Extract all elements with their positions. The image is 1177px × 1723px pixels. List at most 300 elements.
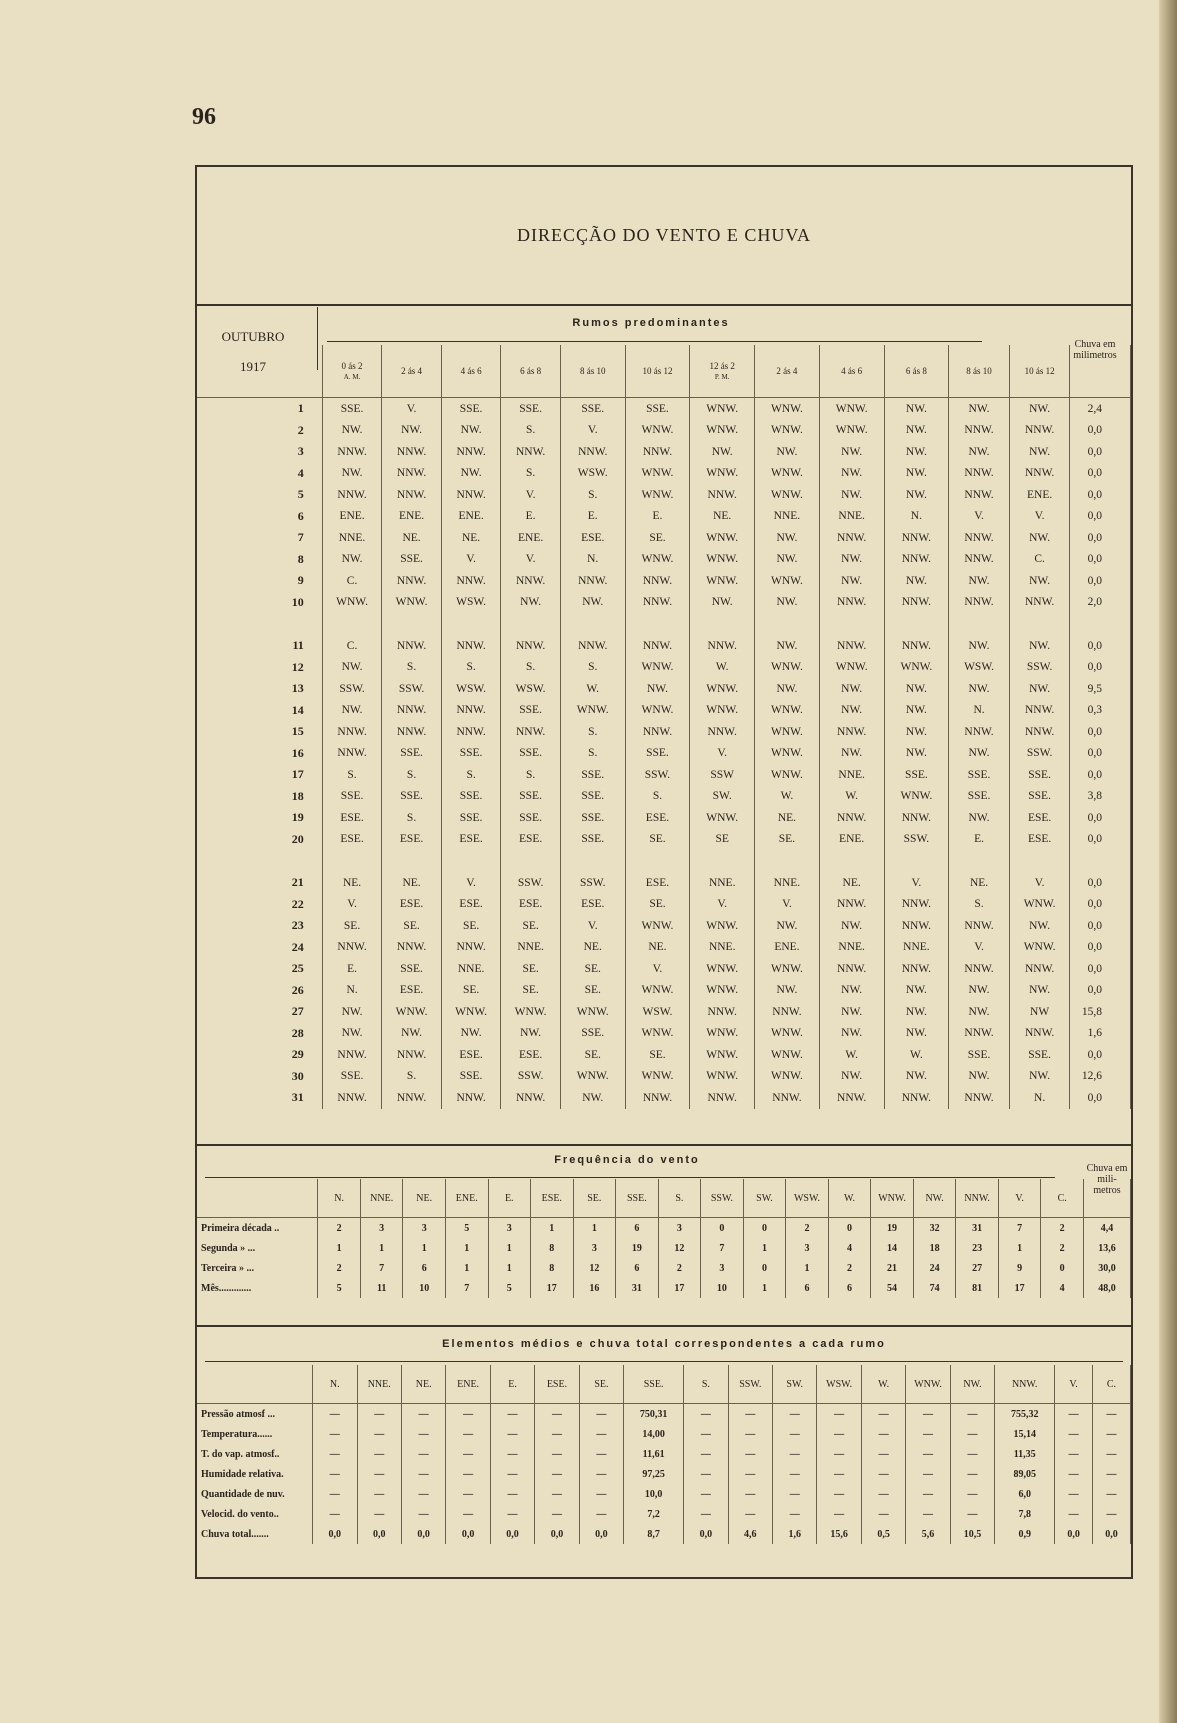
wind-direction-cell: ESE.: [625, 807, 690, 829]
elem-value: —: [728, 1504, 772, 1524]
wind-direction-cell: E.: [560, 506, 625, 528]
freq-value: 1: [403, 1238, 446, 1258]
wind-direction-cell: NNW.: [382, 570, 442, 592]
time-header: [755, 345, 820, 398]
freq-value: 1: [573, 1218, 616, 1239]
wind-direction-cell: WNW.: [755, 1066, 820, 1088]
table-row: [197, 1444, 1131, 1464]
elem-value: —: [861, 1444, 905, 1464]
elem-value: —: [906, 1444, 950, 1464]
gap-cell: [382, 613, 442, 635]
day-number: 27: [197, 1001, 322, 1023]
elem-value: —: [579, 1484, 623, 1504]
freq-value: 19: [616, 1238, 659, 1258]
elem-value: —: [817, 1424, 861, 1444]
time-header: [625, 345, 690, 398]
freq-direction-header: N.: [318, 1179, 361, 1218]
table-row: [197, 635, 1131, 657]
wind-direction-cell: NW.: [819, 700, 884, 722]
wind-direction-cell: WNW.: [690, 549, 755, 571]
wind-direction-cell: N.: [322, 980, 382, 1002]
wind-direction-cell: NW.: [755, 549, 820, 571]
elem-value: —: [446, 1484, 490, 1504]
day-number: 10: [197, 592, 322, 614]
freq-rain-header: [1083, 1179, 1130, 1218]
month-label: OUTUBRO: [221, 329, 285, 344]
wind-direction-cell: NNW.: [884, 894, 949, 916]
wind-direction-cell: SSE.: [560, 1023, 625, 1045]
elem-value: —: [817, 1444, 861, 1464]
wind-direction-cell: S.: [949, 894, 1010, 916]
elem-value: 1,6: [773, 1524, 817, 1544]
wind-direction-cell: WNW.: [755, 420, 820, 442]
table-row: [197, 937, 1131, 959]
elem-row-label: Quantidade de nuv.: [197, 1484, 313, 1504]
wind-direction-cell: NW.: [819, 549, 884, 571]
wind-direction-cell: WNW.: [382, 1001, 442, 1023]
freq-direction-header: S.: [658, 1179, 701, 1218]
wind-direction-cell: WNW.: [819, 398, 884, 420]
elem-value: —: [401, 1484, 445, 1504]
elem-value: 10,5: [950, 1524, 994, 1544]
table-row: [197, 1023, 1131, 1045]
wind-direction-cell: NE.: [949, 872, 1010, 894]
freq-value: 19: [871, 1218, 914, 1239]
wind-direction-cell: SSE.: [1009, 764, 1070, 786]
elements-heading: Elementos médios e chuva total correspondentes a cada rumo: [442, 1338, 886, 1350]
time-header: [560, 345, 625, 398]
wind-direction-cell: S.: [560, 484, 625, 506]
freq-value: 1: [318, 1238, 361, 1258]
freq-value: 1: [786, 1258, 829, 1278]
chuva-column-header: [1070, 345, 1131, 398]
wind-direction-cell: NW.: [819, 441, 884, 463]
elem-value: —: [773, 1404, 817, 1425]
freq-value: 3: [786, 1238, 829, 1258]
freq-value: 8: [531, 1258, 574, 1278]
wind-direction-cell: NW.: [755, 635, 820, 657]
wind-direction-cell: NNW.: [819, 958, 884, 980]
wind-direction-cell: SE.: [625, 527, 690, 549]
rain-value: 0,0: [1070, 764, 1131, 786]
time-header: [819, 345, 884, 398]
wind-direction-cell: SSE.: [1009, 786, 1070, 808]
wind-direction-cell: NNE.: [755, 872, 820, 894]
wind-direction-cell: NNW.: [690, 721, 755, 743]
table-row: [197, 1218, 1131, 1239]
page-title: DIRECÇÃO DO VENTO E CHUVA: [516, 225, 811, 245]
wind-direction-cell: E.: [625, 506, 690, 528]
wind-direction-cell: NNW.: [560, 570, 625, 592]
wind-direction-cell: SSE.: [382, 786, 442, 808]
gap-cell: [197, 613, 322, 635]
wind-direction-cell: V.: [690, 894, 755, 916]
day-number: 21: [197, 872, 322, 894]
wind-direction-cell: NNW.: [382, 441, 442, 463]
wind-direction-cell: SSE.: [441, 743, 501, 765]
wind-direction-cell: NE.: [441, 527, 501, 549]
rain-value: 0,0: [1070, 570, 1131, 592]
freq-value: 10: [403, 1278, 446, 1298]
elem-value: —: [490, 1504, 534, 1524]
wind-direction-cell: NNW.: [441, 635, 501, 657]
wind-direction-cell: WNW.: [690, 700, 755, 722]
elem-value: —: [684, 1464, 728, 1484]
wind-direction-cell: NW.: [949, 980, 1010, 1002]
wind-direction-cell: ESE.: [322, 807, 382, 829]
wind-direction-cell: WNW.: [755, 657, 820, 679]
wind-direction-cell: SE.: [382, 915, 442, 937]
wind-direction-cell: NNW.: [949, 1023, 1010, 1045]
elem-value: —: [1092, 1464, 1130, 1484]
elem-value: —: [773, 1444, 817, 1464]
pm-label: P. M.: [714, 373, 730, 381]
freq-value: 81: [956, 1278, 999, 1298]
wind-direction-cell: SE.: [625, 829, 690, 851]
wind-direction-cell: NW.: [560, 592, 625, 614]
wind-direction-cell: SSE.: [322, 1066, 382, 1088]
wind-direction-cell: SSE.: [441, 398, 501, 420]
elem-value: —: [313, 1444, 357, 1464]
wind-direction-cell: NW.: [949, 1066, 1010, 1088]
elem-value: —: [1092, 1444, 1130, 1464]
elem-value: 0,0: [535, 1524, 579, 1544]
wind-direction-cell: V.: [560, 420, 625, 442]
wind-direction-cell: NNW.: [501, 570, 561, 592]
elem-direction-header: WNW.: [906, 1365, 950, 1404]
wind-direction-cell: NW.: [819, 1001, 884, 1023]
freq-value: 4: [1041, 1278, 1084, 1298]
wind-direction-cell: WNW.: [690, 527, 755, 549]
wind-direction-cell: S.: [501, 657, 561, 679]
elem-value: 0,0: [1092, 1524, 1130, 1544]
freq-value: 2: [1041, 1218, 1084, 1239]
wind-direction-cell: NNW.: [949, 592, 1010, 614]
wind-direction-cell: SE.: [322, 915, 382, 937]
rain-value: 0,0: [1070, 894, 1131, 916]
wind-direction-cell: ENE.: [819, 829, 884, 851]
elem-value: —: [906, 1404, 950, 1425]
rain-value: 0,0: [1070, 549, 1131, 571]
wind-direction-cell: NNW.: [1009, 700, 1070, 722]
table-row: [197, 1001, 1131, 1023]
wind-direction-cell: NW.: [884, 980, 949, 1002]
freq-heading: Frequência do vento: [554, 1154, 700, 1166]
freq-direction-header: ESE.: [531, 1179, 574, 1218]
elem-value: —: [906, 1504, 950, 1524]
wind-direction-cell: SSE.: [884, 764, 949, 786]
wind-direction-cell: WSW.: [441, 592, 501, 614]
table-row: [197, 570, 1131, 592]
elem-value: 4,6: [728, 1524, 772, 1544]
freq-value: 11: [360, 1278, 403, 1298]
wind-direction-cell: NNW.: [382, 635, 442, 657]
wind-direction-cell: WNW.: [1009, 937, 1070, 959]
wind-direction-cell: WNW.: [819, 657, 884, 679]
freq-value: 1: [743, 1238, 786, 1258]
wind-direction-cell: SSW.: [884, 829, 949, 851]
elem-value: —: [401, 1404, 445, 1425]
wind-direction-cell: SE.: [625, 1044, 690, 1066]
wind-direction-cell: WNW.: [690, 570, 755, 592]
wind-direction-cell: ESE.: [501, 1044, 561, 1066]
wind-direction-cell: NNW.: [690, 484, 755, 506]
wind-direction-cell: NW.: [819, 1066, 884, 1088]
wind-direction-cell: W.: [884, 1044, 949, 1066]
table-row: [197, 743, 1131, 765]
wind-direction-cell: NW.: [884, 484, 949, 506]
wind-direction-cell: NNW.: [884, 527, 949, 549]
freq-header-row: [197, 1179, 1131, 1218]
elem-value: —: [728, 1444, 772, 1464]
wind-direction-cell: E.: [949, 829, 1010, 851]
wind-direction-cell: SSE.: [1009, 1044, 1070, 1066]
wind-direction-cell: NW.: [1009, 441, 1070, 463]
wind-direction-cell: SE.: [560, 958, 625, 980]
gap-cell: [382, 850, 442, 872]
wind-direction-cell: NW.: [625, 678, 690, 700]
wind-direction-cell: NNW.: [625, 441, 690, 463]
freq-value: 9: [998, 1258, 1041, 1278]
table-row: [197, 829, 1131, 851]
wind-direction-cell: WNW.: [625, 549, 690, 571]
elem-value: —: [684, 1484, 728, 1504]
freq-value: 2: [318, 1218, 361, 1239]
freq-value: 0: [701, 1218, 744, 1239]
table-row: [197, 980, 1131, 1002]
wind-direction-cell: SSW.: [625, 764, 690, 786]
wind-direction-cell: NNW.: [819, 894, 884, 916]
elem-direction-header: N.: [313, 1365, 357, 1404]
wind-direction-cell: NNW.: [884, 549, 949, 571]
wind-direction-cell: NNW.: [1009, 721, 1070, 743]
wind-direction-cell: WNW.: [690, 807, 755, 829]
table-row: [197, 592, 1131, 614]
freq-value: 7: [445, 1278, 488, 1298]
day-number: 11: [197, 635, 322, 657]
gap-cell: [1070, 850, 1131, 872]
elem-direction-header: V.: [1055, 1365, 1093, 1404]
table-row: [197, 1424, 1131, 1444]
gap-cell: [1070, 613, 1131, 635]
table-row: [197, 721, 1131, 743]
wind-direction-cell: SE: [690, 829, 755, 851]
year-label: 1917: [240, 359, 266, 374]
gap-cell: [1009, 850, 1070, 872]
elem-value: —: [1055, 1464, 1093, 1484]
day-number: 15: [197, 721, 322, 743]
gap-cell: [441, 613, 501, 635]
wind-direction-cell: NW.: [690, 441, 755, 463]
wind-direction-cell: ESE.: [560, 527, 625, 549]
time-header-label: 8 ás 10: [579, 366, 606, 376]
wind-direction-cell: NNW.: [949, 484, 1010, 506]
elem-value: —: [684, 1444, 728, 1464]
rain-value: 9,5: [1070, 678, 1131, 700]
wind-direction-cell: NNW.: [1009, 592, 1070, 614]
page-edge: [1159, 0, 1177, 1723]
table-row: [197, 441, 1131, 463]
gap-cell: [755, 613, 820, 635]
elem-value: —: [861, 1404, 905, 1425]
wind-direction-cell: SE.: [441, 980, 501, 1002]
wind-direction-cell: NW.: [755, 678, 820, 700]
elem-value: —: [817, 1484, 861, 1504]
wind-direction-cell: NNW.: [884, 592, 949, 614]
elem-direction-header: ENE.: [446, 1365, 490, 1404]
wind-direction-cell: NW.: [322, 549, 382, 571]
elem-value: —: [728, 1424, 772, 1444]
freq-value: 6: [616, 1218, 659, 1239]
wind-direction-cell: WNW.: [322, 592, 382, 614]
rain-value: 0,0: [1070, 807, 1131, 829]
gap-cell: [1009, 613, 1070, 635]
wind-direction-cell: NE.: [625, 937, 690, 959]
freq-value: 12: [573, 1258, 616, 1278]
rain-value: 0,0: [1070, 743, 1131, 765]
elem-value: 0,0: [313, 1524, 357, 1544]
freq-rain-value: 13,6: [1083, 1238, 1130, 1258]
wind-direction-cell: V.: [1009, 506, 1070, 528]
elem-value: —: [357, 1444, 401, 1464]
freq-value: 2: [658, 1258, 701, 1278]
elem-row-label: Chuva total.......: [197, 1524, 313, 1544]
wind-direction-cell: NNE.: [690, 937, 755, 959]
wind-direction-cell: NNW.: [501, 441, 561, 463]
rain-value: 2,0: [1070, 592, 1131, 614]
wind-direction-cell: NNW.: [690, 1001, 755, 1023]
wind-direction-cell: NW.: [322, 700, 382, 722]
elem-value: —: [817, 1404, 861, 1425]
elem-value: 0,0: [401, 1524, 445, 1544]
wind-direction-cell: NW.: [322, 1001, 382, 1023]
time-header-label: 4 ás 6: [841, 366, 863, 376]
wind-direction-cell: NNW.: [382, 1044, 442, 1066]
wind-direction-cell: V.: [949, 506, 1010, 528]
wind-direction-cell: WNW.: [755, 743, 820, 765]
wind-direction-cell: C.: [322, 570, 382, 592]
wind-direction-cell: S.: [441, 657, 501, 679]
elem-value: 755,32: [995, 1404, 1055, 1425]
freq-value: 0: [828, 1218, 871, 1239]
time-header-label: 2 ás 4: [401, 366, 423, 376]
rain-value: 0,0: [1070, 872, 1131, 894]
elem-value: —: [490, 1484, 534, 1504]
table-row: [197, 894, 1131, 916]
elem-value: —: [728, 1464, 772, 1484]
wind-direction-cell: ENE.: [322, 506, 382, 528]
wind-direction-cell: SSE.: [441, 1066, 501, 1088]
rain-value: 0,0: [1070, 441, 1131, 463]
wind-direction-cell: NNW.: [322, 1087, 382, 1109]
day-number: 4: [197, 463, 322, 485]
wind-direction-cell: NW.: [322, 657, 382, 679]
freq-value: 1: [531, 1218, 574, 1239]
wind-direction-cell: NE.: [819, 872, 884, 894]
wind-direction-cell: WNW.: [755, 958, 820, 980]
wind-direction-cell: WNW.: [690, 980, 755, 1002]
elem-value: —: [950, 1424, 994, 1444]
wind-direction-cell: NW.: [884, 700, 949, 722]
table-row: [197, 1278, 1131, 1298]
wind-direction-cell: NNW.: [441, 721, 501, 743]
wind-direction-cell: WNW.: [755, 700, 820, 722]
gap-cell: [560, 613, 625, 635]
wind-direction-cell: NW.: [501, 592, 561, 614]
freq-row-label: Primeira década ..: [197, 1218, 318, 1239]
wind-direction-cell: NNW.: [755, 1001, 820, 1023]
freq-value: 23: [956, 1238, 999, 1258]
table-row: [197, 678, 1131, 700]
elem-value: —: [401, 1444, 445, 1464]
elem-value: 7,2: [624, 1504, 684, 1524]
day-number: 18: [197, 786, 322, 808]
table-row: [197, 1087, 1131, 1109]
elem-value: —: [446, 1444, 490, 1464]
elem-direction-header: NE.: [401, 1365, 445, 1404]
table-row: [197, 807, 1131, 829]
wind-direction-cell: WNW.: [690, 1023, 755, 1045]
elem-value: —: [1055, 1444, 1093, 1464]
wind-direction-cell: NNW.: [322, 484, 382, 506]
elem-value: 11,35: [995, 1444, 1055, 1464]
rain-value: 2,4: [1070, 398, 1131, 420]
decade-gap: [197, 850, 1131, 872]
wind-direction-cell: NW.: [884, 398, 949, 420]
freq-value: 14: [871, 1238, 914, 1258]
wind-direction-cell: ENE.: [755, 937, 820, 959]
wind-direction-cell: V.: [441, 872, 501, 894]
wind-direction-cell: ESE.: [382, 829, 442, 851]
wind-direction-cell: WNW.: [560, 700, 625, 722]
time-header-label: 12 ás 2: [709, 361, 735, 371]
wind-direction-cell: NW.: [819, 743, 884, 765]
wind-direction-cell: WSW.: [501, 678, 561, 700]
freq-value: 54: [871, 1278, 914, 1298]
elem-value: 0,0: [684, 1524, 728, 1544]
freq-value: 18: [913, 1238, 956, 1258]
elem-value: —: [313, 1424, 357, 1444]
wind-direction-cell: SSE.: [441, 807, 501, 829]
wind-direction-cell: NW.: [382, 420, 442, 442]
wind-direction-cell: E.: [501, 506, 561, 528]
wind-direction-cell: WNW.: [690, 1066, 755, 1088]
gap-cell: [690, 850, 755, 872]
wind-direction-cell: NNW.: [501, 635, 561, 657]
wind-direction-cell: WNW.: [501, 1001, 561, 1023]
wind-direction-cell: SSE.: [560, 764, 625, 786]
rain-value: 0,0: [1070, 527, 1131, 549]
elem-value: —: [490, 1404, 534, 1425]
elem-direction-header: SW.: [773, 1365, 817, 1404]
table-row: [197, 398, 1131, 420]
elem-header-row: [197, 1365, 1131, 1404]
time-header-label: 8 ás 10: [966, 366, 992, 376]
elem-direction-header: SE.: [579, 1365, 623, 1404]
time-header: [884, 345, 949, 398]
wind-direction-cell: NW.: [1009, 678, 1070, 700]
elem-value: —: [728, 1404, 772, 1425]
wind-direction-cell: WNW.: [690, 678, 755, 700]
wind-direction-cell: V.: [690, 743, 755, 765]
wind-direction-cell: NW.: [884, 743, 949, 765]
wind-direction-cell: NE.: [560, 937, 625, 959]
freq-value: 1: [445, 1258, 488, 1278]
freq-value: 2: [318, 1258, 361, 1278]
wind-header-row: [197, 345, 1131, 398]
wind-direction-cell: NNW.: [884, 635, 949, 657]
wind-direction-cell: NW.: [819, 484, 884, 506]
